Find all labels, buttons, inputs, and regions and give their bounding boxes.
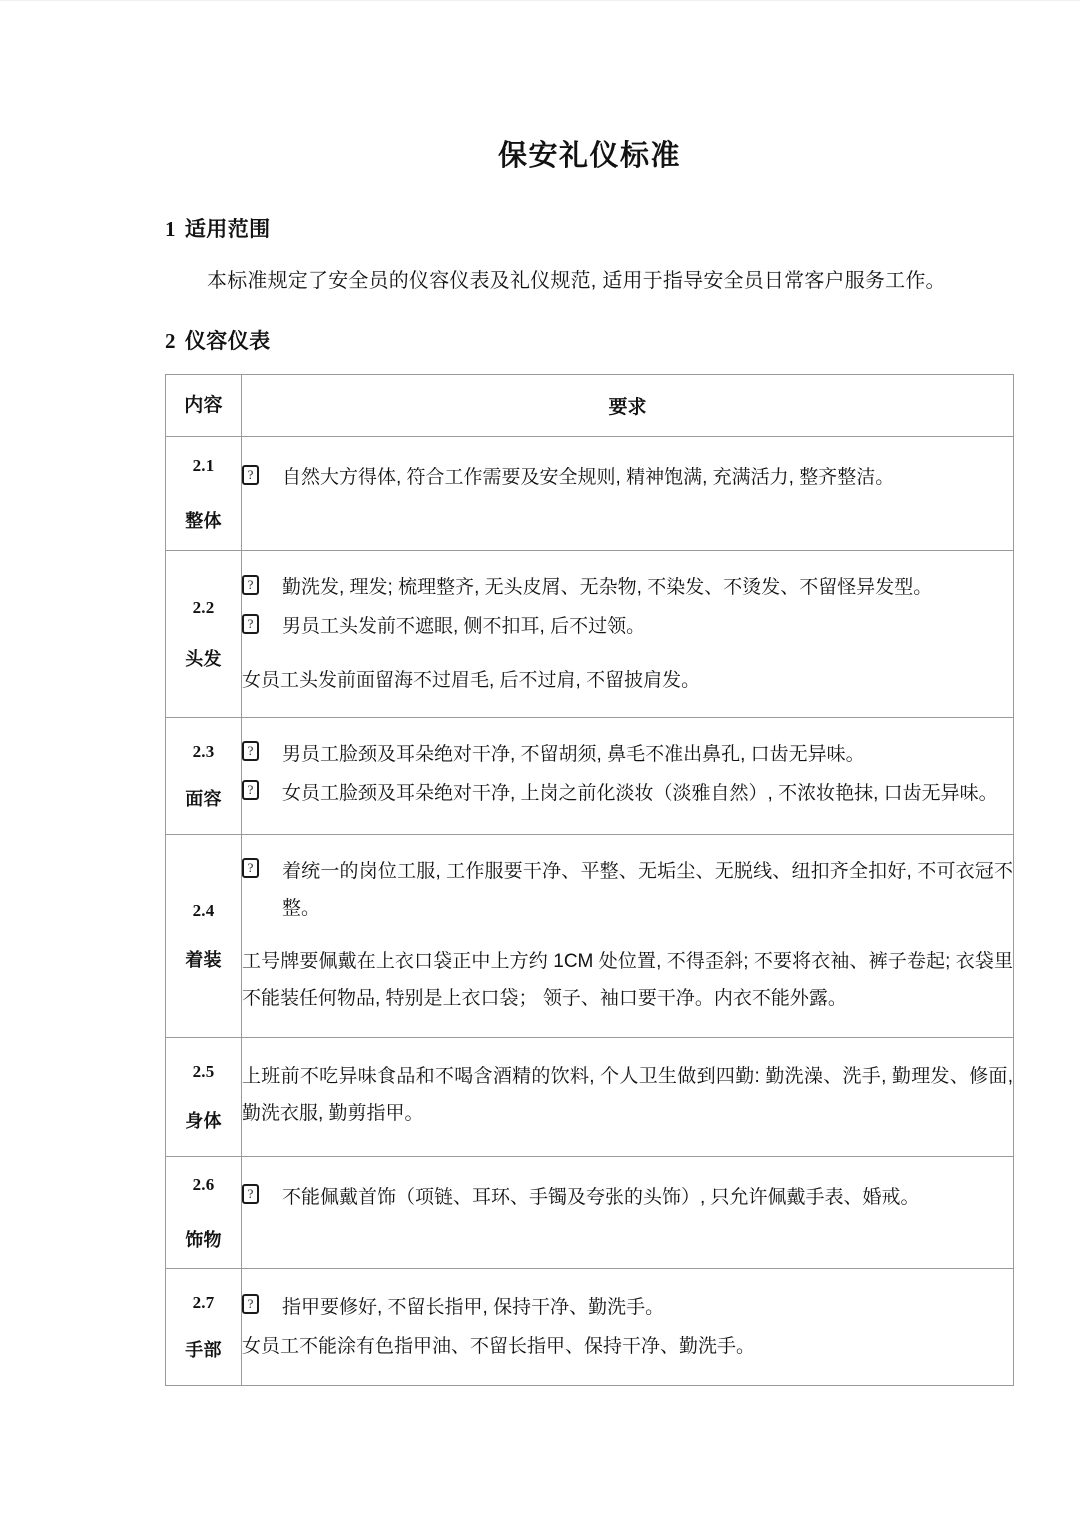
requirement-list	[242, 569, 1013, 698]
requirement-item	[242, 1179, 1013, 1216]
missing-glyph-bullet-icon: ?	[242, 1294, 259, 1314]
row-number: 2.2	[192, 598, 215, 618]
table-header-requirement: 要求	[242, 375, 1014, 437]
row-category-label: 头发	[185, 649, 222, 670]
missing-glyph-bullet-icon: ?	[242, 858, 259, 878]
requirement-item	[242, 459, 1013, 496]
table-body	[166, 437, 1014, 1386]
missing-glyph-bullet-icon: ?	[242, 741, 259, 761]
requirement-item	[242, 775, 1013, 812]
requirement-list	[242, 1058, 1013, 1132]
table-row	[166, 717, 1014, 834]
section-title-2: 仪容仪表	[184, 330, 271, 354]
row-category-label: 手部	[185, 1340, 222, 1361]
row-label-cell-2.5	[166, 1037, 242, 1156]
grooming-standards-table	[165, 374, 1014, 1386]
table-row	[166, 834, 1014, 1037]
requirement-list	[242, 1289, 1013, 1365]
row-number: 2.4	[192, 900, 215, 920]
row-number: 2.5	[192, 1062, 215, 1082]
row-requirement-cell-2.1	[242, 437, 1014, 551]
requirement-text: 女员工头发前面留海不过眉毛, 后不过肩, 不留披肩发。	[242, 669, 701, 691]
row-label-cell-2.3	[166, 717, 242, 834]
requirement-list	[242, 736, 1013, 812]
row-label-cell-2.1	[166, 437, 242, 551]
document-content	[165, 1, 1014, 1386]
table-header-row	[166, 375, 1014, 437]
row-requirement-cell-2.2	[242, 551, 1014, 717]
section-title-1: 适用范围	[184, 217, 271, 241]
row-number: 2.7	[192, 1293, 215, 1313]
requirement-text: 女员工脸颈及耳朵绝对干净, 上岗之前化淡妆（淡雅自然）, 不浓妆艳抹, 口齿无异味。	[282, 782, 998, 804]
requirement-text: 着统一的岗位工服, 工作服要干净、平整、无垢尘、无脱线、纽扣齐全扣好, 不可衣冠不整。	[282, 860, 1013, 919]
row-category-label: 面容	[185, 789, 222, 809]
row-requirement-cell-2.3	[242, 717, 1014, 834]
row-requirement-cell-2.7	[242, 1269, 1014, 1386]
table-row	[166, 551, 1014, 717]
missing-glyph-bullet-icon: ?	[242, 465, 259, 485]
section-heading-1	[165, 174, 1014, 243]
table-header-content: 内容	[166, 375, 242, 437]
row-label-cell-2.6	[166, 1156, 242, 1268]
row-label-cell-2.2	[166, 551, 242, 717]
section-number-1: 1	[165, 216, 176, 241]
row-requirement-cell-2.6	[242, 1156, 1014, 1268]
row-requirement-cell-2.5	[242, 1037, 1014, 1156]
requirement-text: 不能佩戴首饰（项链、耳环、手镯及夸张的头饰）, 只允许佩戴手表、婚戒。	[282, 1186, 920, 1208]
row-category-label: 整体	[185, 511, 222, 532]
requirement-text: 指甲要修好, 不留长指甲, 保持干净、勤洗手。	[282, 1297, 665, 1318]
row-number: 2.1	[192, 456, 215, 476]
requirement-text: 女员工不能涂有色指甲油、不留长指甲、保持干净、勤洗手。	[242, 1336, 756, 1358]
row-category-label: 饰物	[185, 1229, 222, 1250]
table-row	[166, 1269, 1014, 1386]
requirement-text: 自然大方得体, 符合工作需要及安全规则, 精神饱满, 充满活力, 整齐整洁。	[282, 467, 895, 489]
section-heading-2	[165, 302, 1014, 355]
row-label-cell-2.7	[166, 1269, 242, 1386]
requirement-text: 勤洗发, 理发; 梳理整齐, 无头皮屑、无杂物, 不染发、不烫发、不留怪异发型。	[282, 577, 933, 599]
row-category-label: 着装	[185, 950, 222, 971]
missing-glyph-bullet-icon: ?	[242, 1184, 259, 1204]
requirement-list	[242, 853, 1013, 1017]
missing-glyph-bullet-icon: ?	[242, 780, 259, 800]
requirement-text: 男员工脸颈及耳朵绝对干净, 不留胡须, 鼻毛不准出鼻孔, 口齿无异味。	[282, 743, 865, 765]
table-row	[166, 437, 1014, 551]
row-label-cell-2.4	[166, 834, 242, 1037]
requirement-item	[242, 736, 1013, 773]
requirement-item	[242, 608, 1013, 645]
requirement-text: 工号牌要佩戴在上衣口袋正中上方约 1CM 处位置, 不得歪斜; 不要将衣袖、裤子卷起; 衣袋里不能装任何物品, 特别是上衣口袋； 领子、袖口要干净。内衣不能外露。	[242, 950, 1013, 1009]
requirement-list	[242, 459, 1013, 496]
missing-glyph-bullet-icon: ?	[242, 614, 259, 634]
row-category-label: 身体	[185, 1111, 222, 1132]
requirement-text: 男员工头发前不遮眼, 侧不扣耳, 后不过领。	[282, 616, 646, 638]
row-number: 2.6	[192, 1174, 215, 1194]
section-number-2: 2	[165, 329, 176, 354]
row-number: 2.3	[192, 741, 215, 761]
requirement-list	[242, 1179, 1013, 1216]
page-title: 保安礼仪标准	[497, 140, 681, 172]
row-requirement-cell-2.4	[242, 834, 1014, 1037]
missing-glyph-bullet-icon: ?	[242, 575, 259, 595]
table-row	[166, 1156, 1014, 1268]
requirement-item	[242, 853, 1013, 927]
requirement-item	[242, 1289, 1013, 1326]
section-1-paragraph: 本标准规定了安全员的仪容仪表及礼仪规范, 适用于指导安全员日常客户服务工作。	[207, 270, 946, 293]
requirement-item	[242, 569, 1013, 606]
requirement-text: 上班前不吃异味食品和不喝含酒精的饮料, 个人卫生做到四勤: 勤洗澡、洗手, 勤理发、修面, 勤洗衣服, 勤剪指甲。	[242, 1065, 1013, 1124]
table-row	[166, 1037, 1014, 1156]
